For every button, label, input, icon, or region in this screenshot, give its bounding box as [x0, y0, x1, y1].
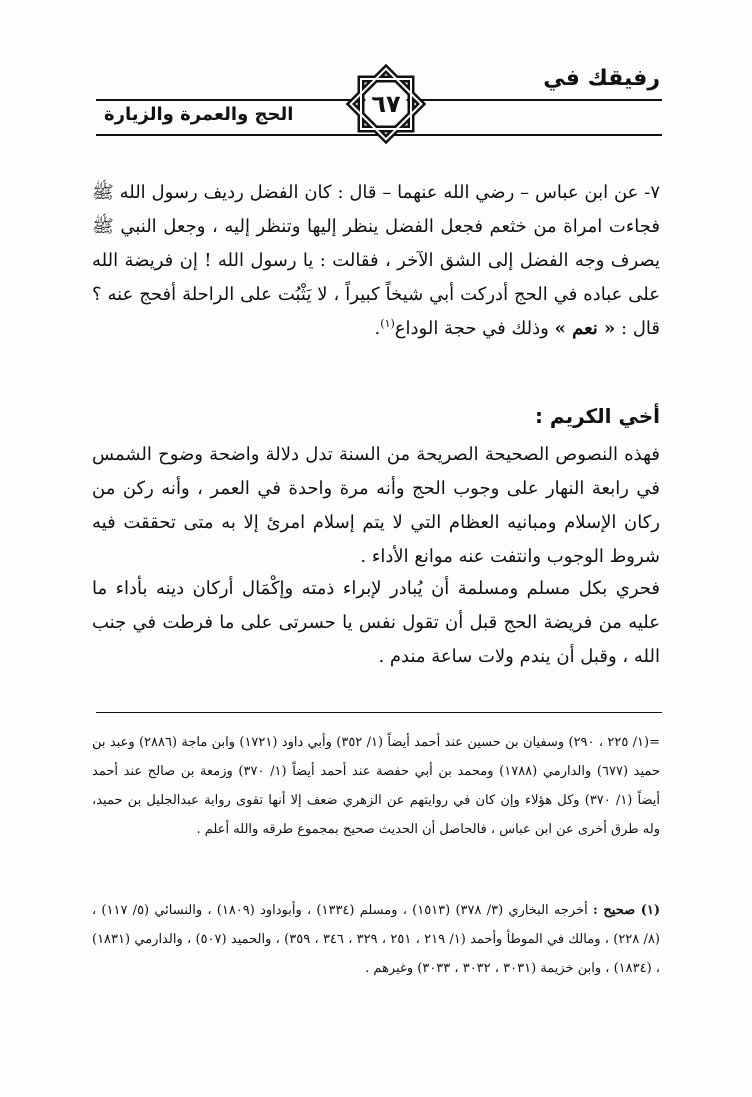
footnote-reference: (١)	[380, 317, 395, 330]
section-heading: أخي الكريم :	[534, 404, 660, 428]
footnote-1-mark: (١) صحيح :	[592, 903, 661, 918]
page-number: ٦٧	[371, 90, 401, 118]
hadith-tail: وذلك في حجة الوداع	[394, 318, 549, 339]
footnote-1	[92, 896, 660, 983]
body-paragraph-2: فهذه النصوص الصحيحة الصريحة من السنة تدل دلالة واضحة وضوح الشمس في رابعة النهار على وجوب الحج وأنه مرة واحدة في العمر ، وأنه ركن من ركان الإسلام ومبانيه العظام التي لا يتم إسلام امرئ إلا به متى تحققت فيه شروط الوجوب وانتفت عنه موانع الأداء .	[92, 444, 660, 567]
hadith-paragraph: ٧- عن ابن عباس – رضي الله عنهما – قال : كان الفضل رديف رسول الله ﷺ فجاءت امراة من خثعم فجعل الفضل ينظر إليها وتنظر إليه ، وجعل النبي ﷺ يصرف وجه الفضل إلى الشق الآخر ، فقالت : يا رسول الله ! إن فريضة الله على عباده في الحج أدركت أبي شيخاً كبيراً ، لا يَثْبُت على الراحلة أفحج عنه ؟ قال : « نعم » وذلك في حجة الوداع$^{(١)}$.	[92, 182, 660, 339]
header-book-title: رفيقك في	[543, 66, 660, 91]
footnote-1-text: أخرجه البخاري (٣/ ٣٧٨) (١٥١٣) ، ومسلم (١٣٣٤) ، وأبوداود (١٨٠٩) ، والنسائي (٥/ ١١٧) ، (٨/ ٢٢٨) ، ومالك في الموطأ وأحمد (١/ ٢١٩ ، ٢٥١ ، ٣٢٩ ، ٣٤٦ ، ٣٥٩) ، والحميد (٥٠٧) ، والدارمي (١٨٣١) ، (١٨٣٤) ، وابن خزيمة (٣٠٣١ ، ٣٠٣٢ ، ٣٠٣٣) وغيرهم .	[92, 903, 660, 976]
hadith-quote: « نعم »	[554, 318, 616, 339]
body-paragraph-3: فحري بكل مسلم ومسلمة أن يُبادر لإبراء ذمته وإكْمَال أركان دينه بأداء ما عليه من فريضة الحج قبل أن تقول نفس يا حسرتى على ما فرطت في جنب الله ، وقبل أن يندم ولات ساعة مندم .	[92, 578, 660, 667]
footnote-continuation: =(١/ ٢٢٥ ، ٢٩٠) وسفيان بن حسين عند أحمد أيضاً (١/ ٣٥٢) وأبي داود (١٧٢١) وابن ماجة (٢٨٨٦) وعبد بن حميد (٦٧٧) والدارمي (١٧٨٨) ومحمد بن أبي حفصة عند أحمد أيضاً (١/ ٣٧٠) وزمعة بن صالح عند أحمد أيضاً (١/ ٣٧٠) وكل هؤلاء وإن كان في روايتهم عن الزهري ضعف إلا أنها تقوى رواية عبدالجليل بن حميد، وله طرق أخرى عن ابن عباس ، فالحاصل أن الحديث صحيح بمجموع طرقه والله أعلم .	[92, 735, 661, 837]
hadith-text: ٧- عن ابن عباس – رضي الله عنهما – قال : كان الفضل رديف رسول الله ﷺ فجاءت امراة من خثعم فجعل الفضل ينظر إليها وتنظر إليه ، وجعل النبي ﷺ يصرف وجه الفضل إلى الشق الآخر ، فقالت : يا رسول الله ! إن فريضة الله على عباده في الحج أدركت أبي شيخاً كبيراً ، لا يَثْبُت على الراحلة أفحج عنه ؟ قال :	[92, 182, 660, 339]
footnote-separator	[96, 712, 662, 713]
header-book-subtitle: الحج والعمرة والزيارة	[104, 104, 294, 125]
